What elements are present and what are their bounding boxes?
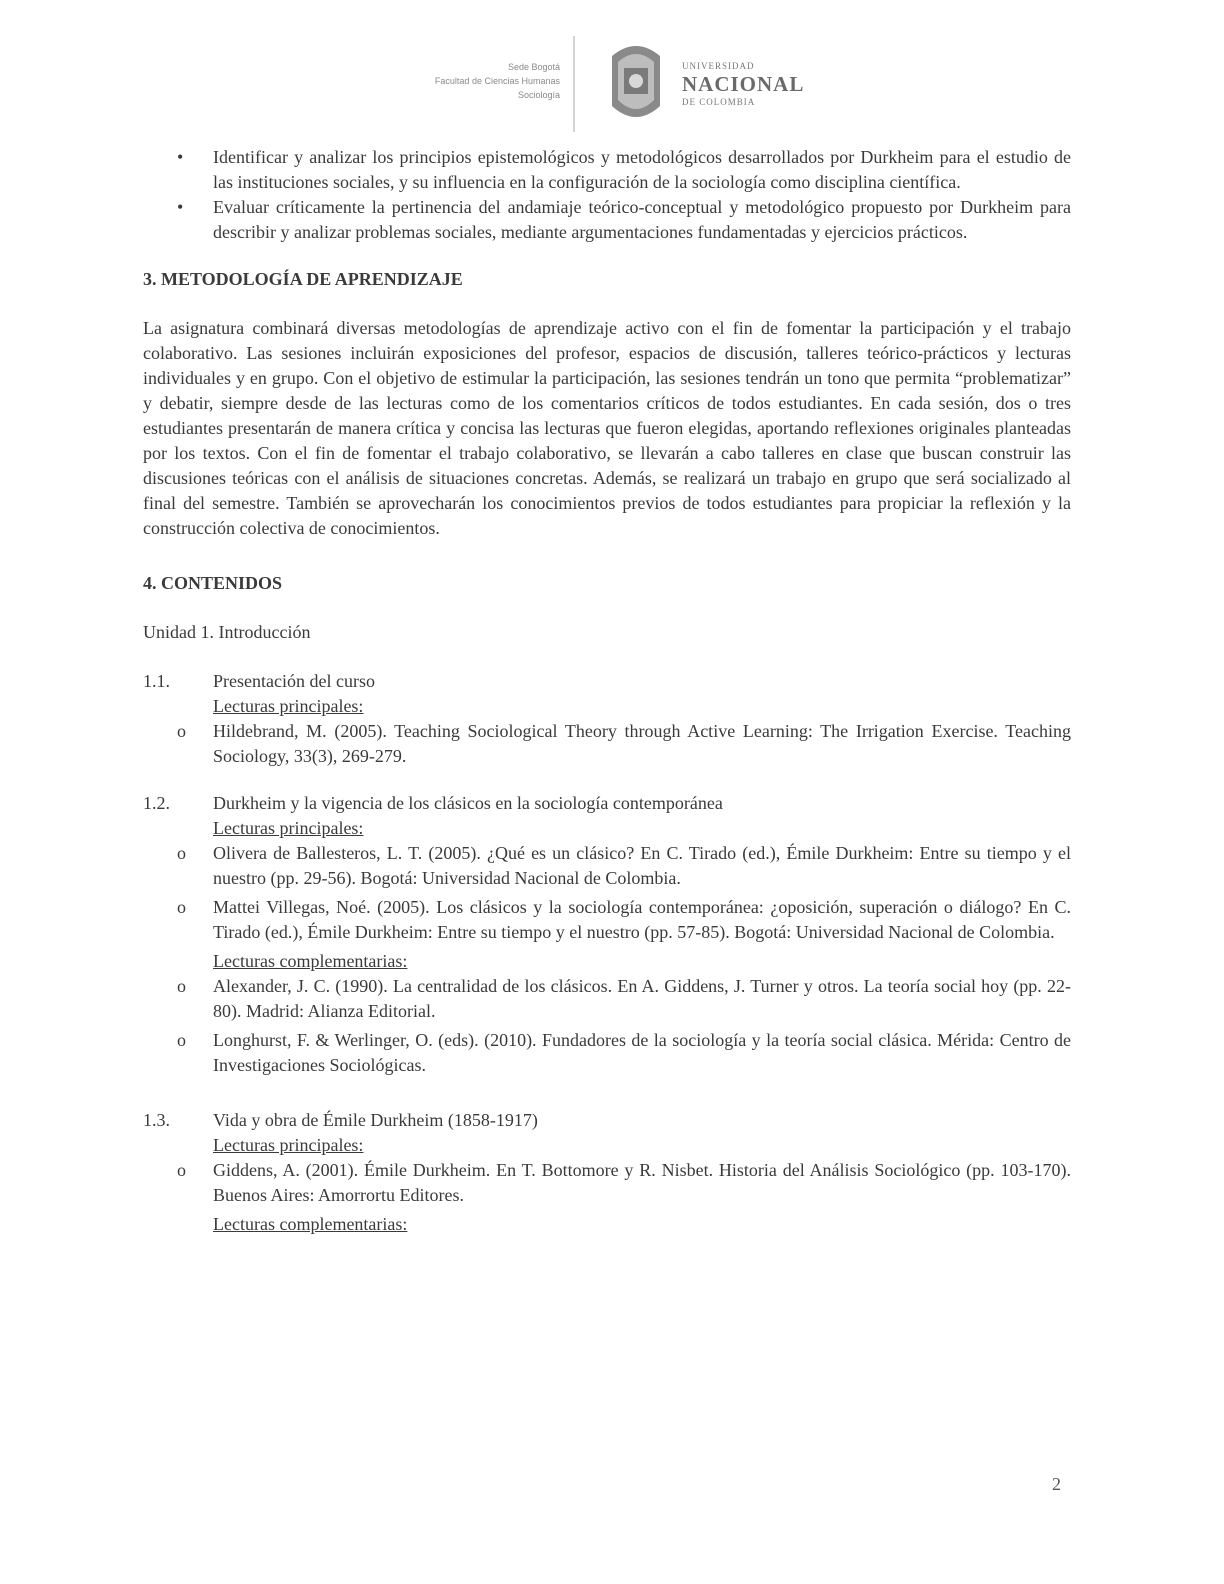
list-item [143, 841, 1071, 891]
ref-marker: o [177, 1030, 186, 1050]
list-item [143, 1028, 1071, 1078]
bullet-marker: • [177, 147, 184, 167]
reading-label: Lecturas principales: [213, 1135, 364, 1155]
ref-marker: o [177, 976, 186, 996]
list-item [143, 195, 1071, 245]
university-crest-icon [604, 36, 668, 128]
university-line: DE COLOMBIA [682, 97, 756, 107]
reference-list [143, 974, 1071, 1078]
topic-title: Durkheim y la vigencia de los clásicos en la sociología contemporánea [213, 793, 723, 813]
topic-heading [143, 669, 1071, 694]
page-number: 2 [1052, 1474, 1061, 1494]
ref-marker: o [177, 1160, 186, 1180]
reference-list [143, 1158, 1071, 1208]
topic-heading [143, 791, 1071, 816]
list-item [143, 719, 1071, 769]
topic [143, 669, 1071, 769]
university-line: UNIVERSIDAD [682, 61, 755, 71]
ref-marker: o [177, 843, 186, 863]
document-body [143, 145, 1071, 1237]
topic-title: Vida y obra de Émile Durkheim (1858-1917) [213, 1110, 538, 1130]
reference-text: Hildebrand, M. (2005). Teaching Sociological Theory through Active Learning: The Irrigation Exercise. Teaching Sociology, 33(3), 269-279. [213, 721, 1071, 766]
list-item [143, 974, 1071, 1024]
topic [143, 791, 1071, 1078]
reading-label: Lecturas principales: [213, 696, 364, 716]
complementary-label: Lecturas complementarias: [213, 951, 408, 971]
objective-text: Evaluar críticamente la pertinencia del andamiaje teórico-conceptual y metodológico propuesto por Durkheim para describir y analizar problemas sociales, mediante argumentaciones fundamentadas y ejercicios prácticos. [213, 197, 1071, 242]
objectives-list [143, 145, 1071, 245]
faculty-line: Facultad de Ciencias Humanas [434, 76, 560, 86]
list-item [143, 145, 1071, 195]
reading-label: Lecturas principales: [213, 818, 364, 838]
reference-text: Longhurst, F. & Werlinger, O. (eds). (2010). Fundadores de la sociología y la teoría social clásica. Mérida: Centro de Investigaciones Sociológicas. [213, 1030, 1071, 1075]
section-title: 4. CONTENIDOS [143, 573, 283, 593]
ref-marker: o [177, 897, 186, 917]
reference-text: Giddens, A. (2001). Émile Durkheim. En T. Bottomore y R. Nisbet. Historia del Análisis Sociológico (pp. 103-170). Buenos Aires: Amorrortu Editores. [213, 1160, 1071, 1205]
university-name [682, 60, 862, 108]
header-divider [573, 36, 575, 132]
reference-list [143, 841, 1071, 945]
reference-text: Mattei Villegas, Noé. (2005). Los clásicos y la sociología contemporánea: ¿oposición, superación o diálogo? En C. Tirado (ed.), Émile Durkheim: Entre su tiempo y el nuestro (pp. 57-85). Bogotá: Universidad Nacional de Colombia. [213, 897, 1071, 942]
list-item [143, 895, 1071, 945]
bullet-marker: • [177, 197, 184, 217]
faculty-line: Sede Bogotá [507, 62, 560, 72]
topic-number: 1.1. [143, 671, 170, 691]
topic-heading [143, 1108, 1071, 1133]
list-item [143, 1158, 1071, 1208]
complementary-label: Lecturas complementarias: [213, 1214, 408, 1234]
ref-marker: o [177, 721, 186, 741]
unit-title: Unidad 1. Introducción [143, 622, 311, 642]
methodology-paragraph: La asignatura combinará diversas metodologías de aprendizaje activo con el fin de fomentar la participación y el trabajo colaborativo. Las sesiones incluirán exposiciones del profesor, espacios de discusión, talleres teórico-prácticos y lecturas individuales y en grupo. Con el objetivo de estimular la participación, las sesiones tendrán un tono que permita “problematizar” y debatir, siempre desde de las lecturas como de los comentarios críticos de todos estudiantes. En cada sesión, dos o tres estudiantes presentarán de manera crítica y concisa las lecturas que fueron elegidas, aportando reflexiones originales planteadas por los textos. Con el fin de fomentar el trabajo colaborativo, se llevarán a cabo talleres en clase que buscan construir las discusiones teóricas con el análisis de situaciones concretas. Además, se realizará un trabajo en grupo que será socializado al final del semestre. También se aprovecharán los conocimientos previos de todos estudiantes para propiciar la reflexión y la construcción colectiva de conocimientos. [143, 318, 1071, 538]
university-line: NACIONAL [682, 72, 805, 96]
objective-text: Identificar y analizar los principios epistemológicos y metodológicos desarrollados por Durkheim para el estudio de las instituciones sociales, y su influencia en la configuración de la sociología como disciplina científica. [213, 147, 1071, 192]
reference-text: Alexander, J. C. (1990). La centralidad de los clásicos. En A. Giddens, J. Turner y otros. La teoría social hoy (pp. 22-80). Madrid: Alianza Editorial. [213, 976, 1071, 1021]
section-title: 3. METODOLOGÍA DE APRENDIZAJE [143, 269, 463, 289]
topic [143, 1108, 1071, 1237]
reference-text: Olivera de Ballesteros, L. T. (2005). ¿Qué es un clásico? En C. Tirado (ed.), Émile Durkheim: Entre su tiempo y el nuestro (pp. 29-56). Bogotá: Universidad Nacional de Colombia. [213, 843, 1071, 888]
reference-list [143, 719, 1071, 769]
page-header [0, 30, 1224, 135]
faculty-block [360, 60, 560, 102]
faculty-line: Sociología [517, 90, 560, 100]
topic-number: 1.3. [143, 1110, 170, 1130]
topic-number: 1.2. [143, 793, 170, 813]
topic-title: Presentación del curso [213, 671, 375, 691]
